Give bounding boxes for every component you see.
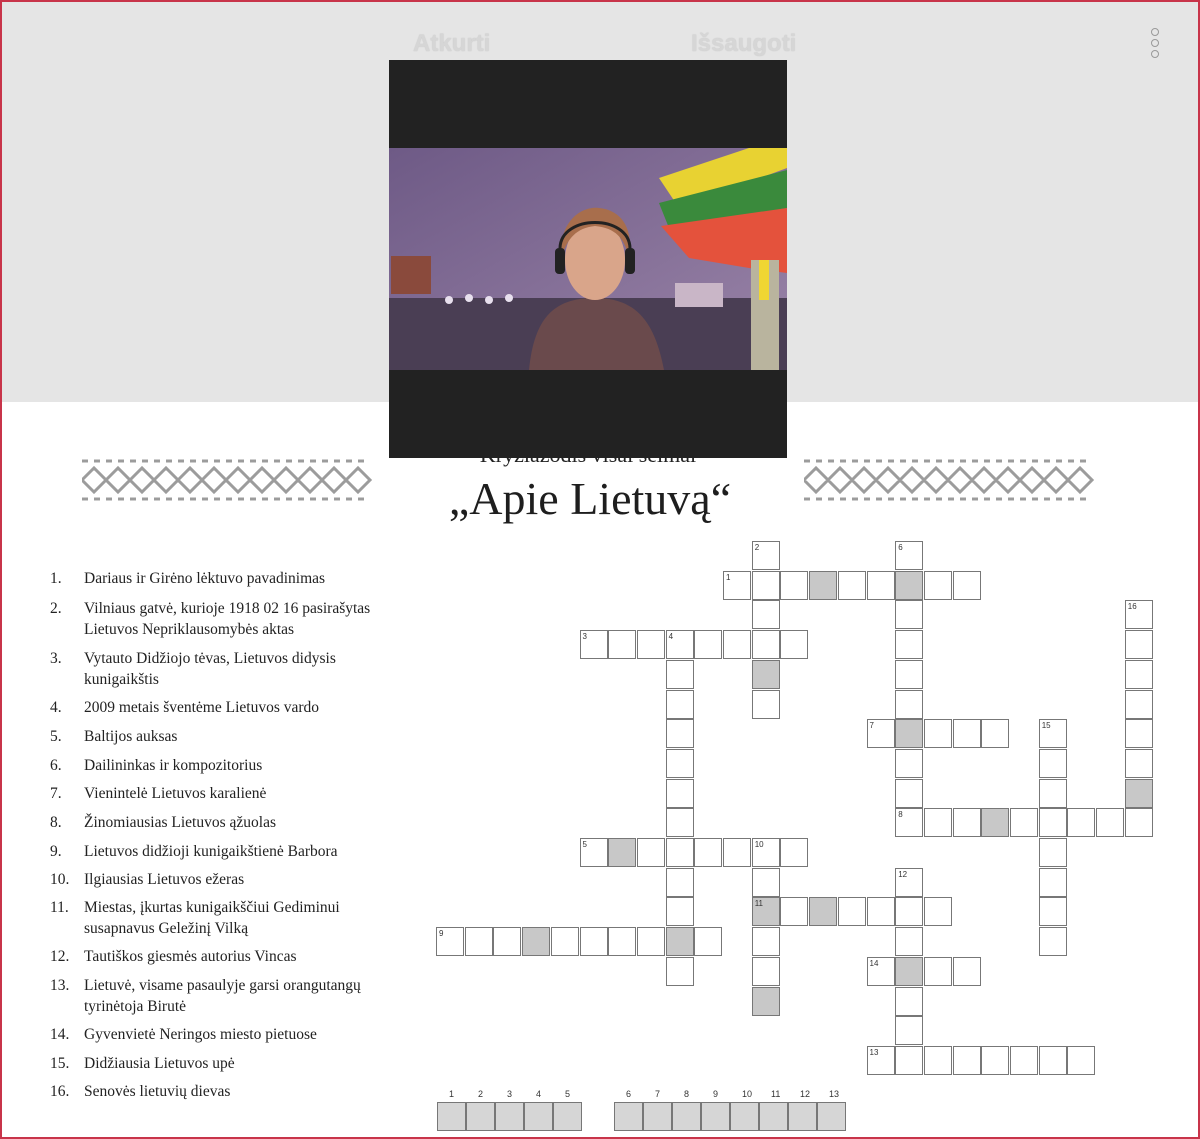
cell-number: 11 — [754, 899, 763, 909]
grid-cell[interactable] — [1039, 838, 1067, 867]
grid-cell[interactable] — [752, 690, 780, 719]
grid-cell[interactable] — [838, 897, 866, 926]
grid-cell[interactable] — [694, 630, 722, 659]
grid-cell[interactable] — [924, 808, 952, 837]
grid-cell[interactable] — [580, 630, 608, 659]
answer-cell[interactable] — [524, 1102, 553, 1131]
grid-cell[interactable] — [981, 1046, 1009, 1075]
grid-cell[interactable] — [1039, 779, 1067, 808]
grid-cell[interactable] — [953, 719, 981, 748]
grid-cell[interactable] — [1125, 600, 1153, 629]
grid-cell[interactable] — [953, 571, 981, 600]
answer-cell[interactable] — [614, 1102, 643, 1131]
grid-cell[interactable] — [1125, 660, 1153, 689]
grid-cell[interactable] — [752, 927, 780, 956]
cell-number: 4 — [668, 632, 674, 642]
answer-cell[interactable] — [553, 1102, 582, 1131]
webcam-video[interactable] — [389, 60, 787, 458]
answer-cell[interactable] — [701, 1102, 730, 1131]
grid-cell[interactable] — [924, 957, 952, 986]
grid-cell[interactable] — [694, 927, 722, 956]
grid-cell[interactable] — [1010, 1046, 1038, 1075]
grid-cell[interactable] — [895, 1016, 923, 1045]
grid-cell[interactable] — [895, 719, 923, 748]
grid-cell[interactable] — [1125, 630, 1153, 659]
cell-number: 14 — [869, 958, 879, 968]
cell-number: 10 — [754, 840, 764, 849]
grid-cell[interactable] — [752, 660, 780, 689]
grid-cell[interactable] — [867, 957, 895, 986]
grid-cell[interactable] — [780, 630, 808, 659]
grid-cell[interactable] — [780, 897, 808, 926]
grid-cell[interactable] — [981, 719, 1009, 748]
grid-cell[interactable] — [1067, 1046, 1095, 1075]
grid-cell[interactable] — [1125, 719, 1153, 748]
grid-cell[interactable] — [867, 719, 895, 748]
grid-cell[interactable] — [666, 690, 694, 719]
grid-cell[interactable] — [666, 957, 694, 986]
grid-cell[interactable] — [895, 927, 923, 956]
grid-cell[interactable] — [1125, 690, 1153, 719]
grid-cell[interactable] — [752, 987, 780, 1016]
grid-cell[interactable] — [637, 630, 665, 659]
grid-cell[interactable] — [838, 571, 866, 600]
grid-cell[interactable] — [1039, 868, 1067, 897]
save-button[interactable]: Išsaugoti — [691, 30, 797, 57]
more-vertical-icon[interactable] — [1148, 28, 1162, 60]
grid-cell[interactable] — [809, 571, 837, 600]
grid-cell[interactable] — [809, 897, 837, 926]
cell-number: 12 — [898, 869, 908, 879]
grid-cell[interactable] — [867, 897, 895, 926]
grid-cell[interactable] — [723, 630, 751, 659]
answer-cell[interactable] — [788, 1102, 817, 1131]
grid-cell[interactable] — [895, 868, 923, 897]
grid-cell[interactable] — [752, 897, 780, 926]
grid-cell[interactable] — [522, 927, 550, 956]
grid-cell[interactable] — [608, 630, 636, 659]
grid-cell[interactable] — [1096, 808, 1124, 837]
grid-cell[interactable] — [551, 927, 579, 956]
grid-cell[interactable] — [666, 897, 694, 926]
grid-cell[interactable] — [895, 1046, 923, 1075]
grid-cell[interactable] — [1125, 779, 1153, 808]
grid-cell[interactable] — [953, 957, 981, 986]
grid-cell[interactable] — [1010, 808, 1038, 837]
cell-number: 9 — [439, 929, 444, 939]
grid-cell[interactable] — [895, 600, 923, 629]
grid-cell[interactable] — [895, 779, 923, 808]
grid-cell[interactable] — [867, 1046, 895, 1075]
grid-cell[interactable] — [895, 541, 923, 570]
answer-number: 7 — [655, 1089, 661, 1099]
grid-cell[interactable] — [637, 838, 665, 867]
grid-cell[interactable] — [608, 838, 636, 867]
cell-number: 1 — [726, 572, 731, 582]
webcam-frame — [389, 148, 787, 370]
answer-cell[interactable] — [672, 1102, 701, 1131]
grid-cell[interactable] — [666, 660, 694, 689]
grid-cell[interactable] — [723, 571, 751, 600]
answer-number: 9 — [713, 1089, 719, 1099]
cell-number: 15 — [1041, 721, 1051, 731]
cell-number: 6 — [898, 543, 903, 552]
grid-cell[interactable] — [580, 927, 608, 956]
grid-cell[interactable] — [666, 868, 694, 897]
answer-number: 2 — [478, 1089, 484, 1099]
grid-cell[interactable] — [895, 897, 923, 926]
answer-number: 13 — [829, 1089, 840, 1099]
grid-cell[interactable] — [580, 838, 608, 867]
grid-cell[interactable] — [752, 868, 780, 897]
grid-cell[interactable] — [1125, 749, 1153, 778]
grid-cell[interactable] — [752, 541, 780, 570]
grid-cell[interactable] — [752, 838, 780, 867]
grid-cell[interactable] — [465, 927, 493, 956]
cell-number: 7 — [869, 721, 874, 731]
grid-cell[interactable] — [867, 571, 895, 600]
grid-cell[interactable] — [752, 630, 780, 659]
cell-number: 2 — [754, 543, 760, 552]
grid-cell[interactable] — [752, 571, 780, 600]
grid-cell[interactable] — [895, 571, 923, 600]
ornament-left — [82, 455, 374, 505]
cell-number: 3 — [582, 632, 587, 642]
grid-cell[interactable] — [666, 630, 694, 659]
grid-cell[interactable] — [1039, 719, 1067, 748]
grid-cell[interactable] — [924, 719, 952, 748]
grid-cell[interactable] — [953, 808, 981, 837]
grid-cell[interactable] — [780, 838, 808, 867]
answer-number: 8 — [684, 1089, 690, 1099]
grid-cell[interactable] — [924, 571, 952, 600]
grid-cell[interactable] — [981, 808, 1009, 837]
answer-number: 10 — [742, 1089, 753, 1099]
reset-button[interactable]: Atkurti — [413, 30, 491, 57]
answer-number: 12 — [800, 1089, 811, 1099]
grid-cell[interactable] — [1039, 808, 1067, 837]
answer-cell[interactable] — [730, 1102, 759, 1131]
grid-cell[interactable] — [637, 927, 665, 956]
cell-number: 5 — [582, 840, 587, 849]
answer-cell[interactable] — [817, 1102, 846, 1131]
answer-cell[interactable] — [466, 1102, 495, 1131]
grid-cell[interactable] — [780, 571, 808, 600]
worksheet-title: „Apie Lietuvą“ — [448, 473, 732, 524]
answer-number: 3 — [507, 1089, 513, 1099]
grid-cell[interactable] — [752, 957, 780, 986]
answer-number: 11 — [771, 1089, 781, 1099]
grid-cell[interactable] — [924, 1046, 952, 1075]
grid-cell[interactable] — [666, 808, 694, 837]
grid-cell[interactable] — [1039, 927, 1067, 956]
answer-cell[interactable] — [643, 1102, 672, 1131]
grid-cell[interactable] — [1039, 749, 1067, 778]
grid-cell[interactable] — [924, 897, 952, 926]
grid-cell[interactable] — [1067, 808, 1095, 837]
grid-cell[interactable] — [1125, 808, 1153, 837]
ornament-right — [804, 455, 1096, 505]
answer-number: 6 — [626, 1089, 632, 1099]
grid-cell[interactable] — [666, 779, 694, 808]
grid-cell[interactable] — [666, 927, 694, 956]
grid-cell[interactable] — [493, 927, 521, 956]
grid-cell[interactable] — [694, 838, 722, 867]
grid-cell[interactable] — [1039, 1046, 1067, 1075]
answer-number: 5 — [565, 1089, 571, 1099]
grid-cell[interactable] — [953, 1046, 981, 1075]
grid-cell[interactable] — [666, 719, 694, 748]
grid-cell[interactable] — [895, 957, 923, 986]
grid-cell[interactable] — [666, 749, 694, 778]
grid-cell[interactable] — [666, 838, 694, 867]
grid-cell[interactable] — [895, 690, 923, 719]
grid-cell[interactable] — [895, 630, 923, 659]
grid-cell[interactable] — [895, 749, 923, 778]
answer-number: 1 — [449, 1089, 455, 1099]
answer-cell[interactable] — [759, 1102, 788, 1131]
cell-number: 13 — [869, 1047, 879, 1057]
answer-cell[interactable] — [495, 1102, 524, 1131]
grid-cell[interactable] — [752, 600, 780, 629]
grid-cell[interactable] — [895, 987, 923, 1016]
grid-cell[interactable] — [895, 808, 923, 837]
grid-cell[interactable] — [608, 927, 636, 956]
grid-cell[interactable] — [436, 927, 464, 956]
answer-number: 4 — [536, 1089, 542, 1099]
cell-number: 16 — [1127, 602, 1137, 612]
grid-cell[interactable] — [895, 660, 923, 689]
grid-cell[interactable] — [1039, 897, 1067, 926]
cell-number: 8 — [898, 810, 903, 820]
answer-cell[interactable] — [437, 1102, 466, 1131]
grid-cell[interactable] — [723, 838, 751, 867]
